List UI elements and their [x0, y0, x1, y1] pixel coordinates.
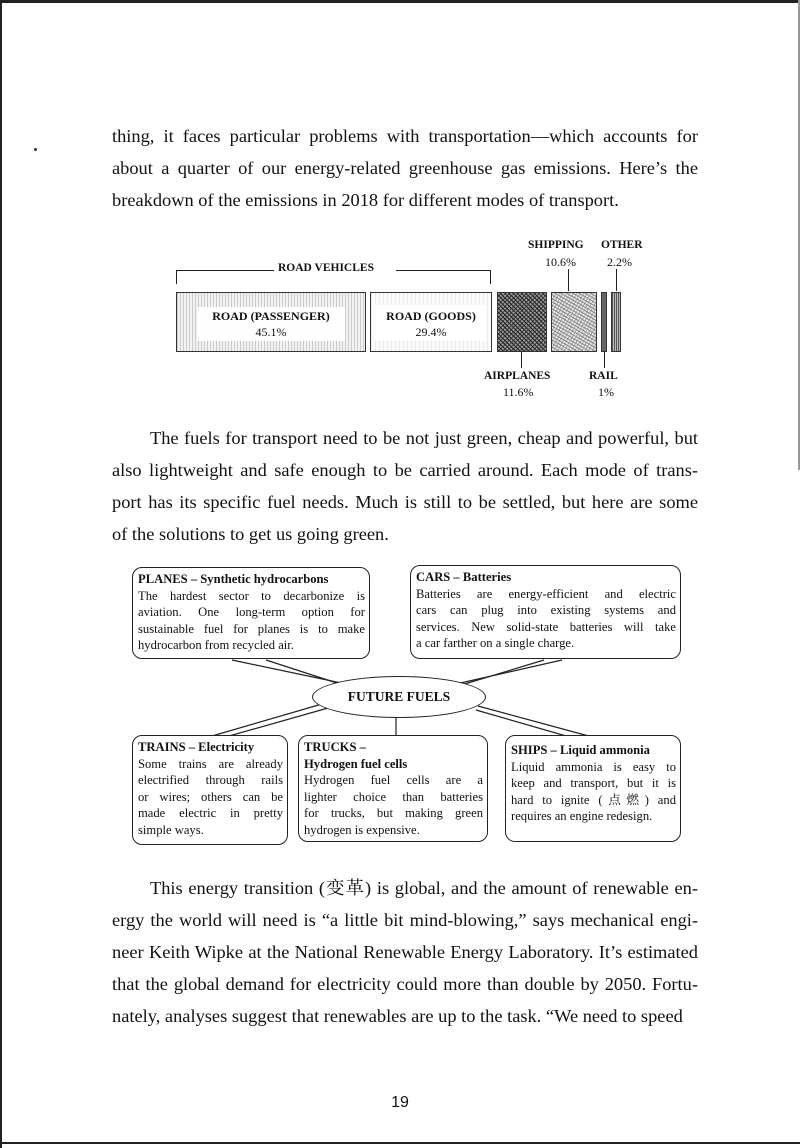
road-goods-value: 29.4%	[415, 325, 447, 339]
box-line: made electric in pretty	[138, 806, 283, 821]
page-number: 19	[391, 1094, 409, 1111]
airplanes-value: 11.6%	[503, 385, 534, 399]
trains-title: TRAINS – Electricity	[138, 740, 255, 754]
text-line: that the global demand for electricity could more than double by 2050. Fortu-	[112, 974, 698, 994]
box-line: simple ways.	[138, 822, 204, 837]
box-line: hard to ignite (点燃) and	[511, 792, 676, 807]
box-line: hydrocarbon from recycled air.	[138, 638, 294, 653]
planes-title: PLANES – Synthetic hydrocarbons	[138, 572, 329, 586]
trucks-fuel-box	[298, 735, 488, 842]
trucks-subtitle: Hydrogen fuel cells	[304, 756, 408, 771]
trains-fuel-box	[132, 735, 288, 845]
other-value: 2.2%	[607, 255, 632, 269]
road-passenger-label: ROAD (PASSENGER)	[212, 309, 330, 323]
text-line: nately, analyses suggest that renewables are up to the task. “We need to speed	[112, 1006, 683, 1026]
scan-speck	[34, 148, 37, 151]
airplanes-label: AIRPLANES	[484, 370, 551, 382]
road-passenger-value: 45.1%	[255, 325, 287, 339]
connector-ships	[478, 706, 596, 738]
bracket-top-left	[176, 270, 274, 271]
box-line: or wires; others can be	[138, 789, 283, 804]
box-line: sustainable fuel for planes is to make	[138, 621, 365, 636]
rail-value: 1%	[598, 385, 614, 399]
box-line: for trucks, but making green	[304, 806, 483, 821]
connector-trains	[212, 704, 322, 736]
box-line: services. New solid-state batteries will take	[416, 619, 676, 634]
text-line: thing, it faces particular problems with transportation—which accounts for	[112, 126, 698, 146]
cars-fuel-box	[410, 565, 681, 659]
shipping-leader	[568, 269, 569, 291]
text-line: ergy the world will need is “a little bit mind-blowing,” says mechanical engi-	[112, 910, 698, 930]
bracket-right-leg	[490, 270, 491, 284]
box-line: requires an engine redesign.	[511, 809, 653, 824]
text-line: of the solutions to get us going green.	[112, 524, 389, 544]
road-goods-label: ROAD (GOODS)	[386, 309, 476, 323]
rail-leader	[604, 352, 605, 368]
connector-cars-2	[458, 660, 544, 686]
bar-other	[611, 292, 621, 352]
box-line: keep and transport, but it is	[511, 776, 676, 791]
rail-label: RAIL	[589, 370, 618, 382]
other-leader	[616, 269, 617, 291]
box-line: Liquid ammonia is easy to	[511, 759, 676, 774]
bar-rail	[601, 292, 607, 352]
shipping-label: SHIPPING	[528, 239, 584, 251]
text-line: port has its specific fuel needs. Much is still to be settled, but here are some	[112, 492, 698, 512]
paragraph-fuel-needs	[112, 422, 698, 550]
ships-title: SHIPS – Liquid ammonia	[511, 743, 650, 757]
bar-road-passenger	[176, 292, 366, 352]
other-label: OTHER	[601, 239, 643, 251]
page-border-left	[0, 0, 2, 1148]
road-vehicles-label: ROAD VEHICLES	[278, 262, 374, 274]
shipping-value: 10.6%	[545, 255, 576, 269]
trucks-title: TRUCKS –	[304, 740, 366, 754]
box-line: lighter choice than batteries	[304, 789, 483, 804]
box-line: Hydrogen fuel cells are a	[304, 773, 483, 788]
bracket-top-right	[396, 270, 491, 271]
bar-airplanes	[497, 292, 547, 352]
bar-road-goods	[370, 292, 492, 352]
box-line: Batteries are energy-efficient and electric	[416, 586, 676, 601]
text-line: This energy transition (变革) is global, and the amount of renewable en-	[150, 878, 698, 898]
box-line: a car farther on a single charge.	[416, 636, 575, 651]
ships-fuel-box	[505, 735, 681, 842]
paragraph-energy-transition	[112, 872, 698, 1032]
text-line: breakdown of the emissions in 2018 for different modes of transport.	[112, 190, 619, 210]
box-line: The hardest sector to decarbonize is	[138, 588, 365, 603]
box-line: aviation. One long-term option for	[138, 605, 365, 620]
paragraph-transport-intro	[112, 120, 698, 216]
text-line: also lightweight and safe enough to be carried around. Each mode of trans-	[112, 460, 698, 480]
bracket-left-leg	[176, 270, 177, 284]
page-border-top	[0, 0, 800, 3]
future-fuels-hub: FUTURE FUELS	[312, 676, 486, 718]
connector-trains-2	[222, 708, 328, 738]
planes-fuel-box	[132, 567, 370, 659]
airplanes-leader	[521, 352, 522, 368]
box-line: Some trains are already	[138, 756, 283, 771]
cars-title: CARS – Batteries	[416, 570, 512, 584]
connector-planes	[232, 660, 346, 684]
text-line: The fuels for transport need to be not just green, cheap and powerful, but	[150, 428, 698, 448]
box-line: cars can plug into existing systems and	[416, 603, 676, 618]
page-border-bottom	[0, 1142, 800, 1144]
bar-shipping	[551, 292, 597, 352]
text-line: about a quarter of our energy-related greenhouse gas emissions. Here’s the	[112, 158, 698, 178]
box-line: electrified through rails	[138, 773, 283, 788]
text-line: neer Keith Wipke at the National Renewable Energy Laboratory. It’s estimated	[112, 942, 698, 962]
box-line: hydrogen is expensive.	[304, 822, 420, 837]
connector-cars	[456, 660, 562, 684]
